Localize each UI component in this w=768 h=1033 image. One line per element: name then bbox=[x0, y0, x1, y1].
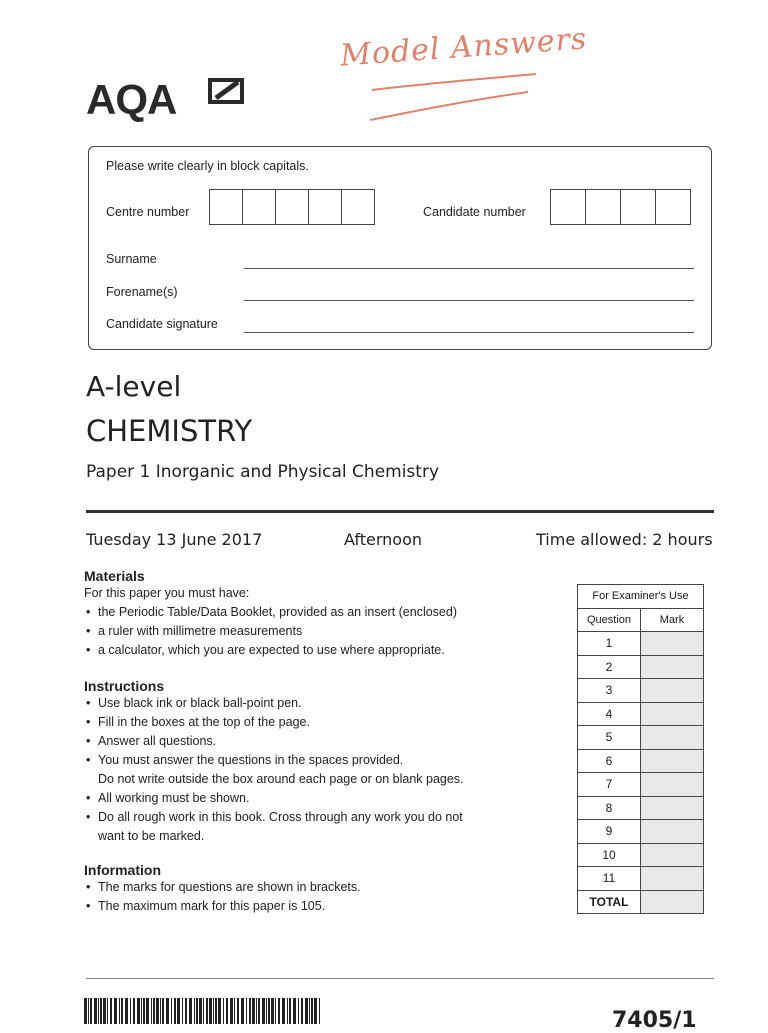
barcode-bar bbox=[171, 998, 172, 1024]
digit-box[interactable] bbox=[585, 189, 621, 225]
digit-box[interactable] bbox=[242, 189, 276, 225]
handwritten-note: Model Answers bbox=[339, 21, 589, 74]
paper-code: 7405/1 bbox=[612, 1008, 697, 1033]
barcode-bar bbox=[110, 998, 112, 1024]
mark-cell[interactable] bbox=[641, 773, 704, 797]
level-title: A-level bbox=[86, 370, 182, 403]
barcode-bar bbox=[289, 998, 291, 1024]
centre-number-label: Centre number bbox=[106, 205, 190, 219]
digit-box[interactable] bbox=[209, 189, 243, 225]
barcode-bar bbox=[287, 998, 288, 1024]
question-column-header: Question bbox=[578, 608, 641, 632]
time-allowed: Time allowed: 2 hours bbox=[536, 530, 713, 549]
centre-number-boxes[interactable] bbox=[209, 189, 374, 225]
instructions-section bbox=[84, 678, 564, 846]
barcode-bar bbox=[121, 998, 123, 1024]
aqa-logo-mark bbox=[206, 76, 246, 106]
barcode-bar bbox=[226, 998, 228, 1024]
digit-box[interactable] bbox=[308, 189, 342, 225]
barcode-bar bbox=[137, 998, 140, 1024]
subject-title: CHEMISTRY bbox=[86, 414, 253, 448]
barcode-bar bbox=[258, 998, 260, 1024]
total-label: TOTAL bbox=[578, 890, 641, 914]
barcode-bar bbox=[156, 998, 159, 1024]
table-row bbox=[578, 679, 704, 703]
materials-intro: For this paper you must have: bbox=[84, 586, 250, 600]
barcode-bar bbox=[301, 998, 303, 1024]
barcode-bar bbox=[271, 998, 274, 1024]
mark-cell[interactable] bbox=[641, 867, 704, 891]
mark-cell[interactable] bbox=[641, 843, 704, 867]
barcode-bar bbox=[237, 998, 239, 1024]
barcode-bar bbox=[268, 998, 270, 1024]
question-number: 6 bbox=[578, 749, 641, 773]
barcode-bar bbox=[203, 998, 204, 1024]
materials-heading: Materials bbox=[84, 568, 145, 584]
list-item: • Answer all questions. bbox=[84, 732, 564, 751]
candidate-details-box bbox=[88, 146, 712, 350]
barcode-bar bbox=[234, 998, 235, 1024]
barcode-bar bbox=[241, 998, 244, 1024]
mark-cell[interactable] bbox=[641, 796, 704, 820]
barcode-bar bbox=[215, 998, 217, 1024]
barcode-bar bbox=[100, 998, 102, 1024]
surname-field[interactable] bbox=[244, 268, 694, 269]
barcode-bar bbox=[262, 998, 265, 1024]
examiner-table-title: For Examiner's Use bbox=[578, 585, 704, 609]
barcode-bar bbox=[94, 998, 97, 1024]
question-number: 7 bbox=[578, 773, 641, 797]
mark-cell[interactable] bbox=[641, 632, 704, 656]
barcode-bar bbox=[119, 998, 120, 1024]
materials-section bbox=[84, 568, 564, 660]
list-item: • Use black ink or black ball-point pen. bbox=[84, 694, 564, 713]
barcode-bar bbox=[230, 998, 233, 1024]
table-row bbox=[578, 820, 704, 844]
forename-field[interactable] bbox=[244, 300, 694, 301]
barcode-bar bbox=[319, 998, 320, 1024]
barcode-bar bbox=[206, 998, 208, 1024]
barcode-bar bbox=[305, 998, 308, 1024]
barcode-bar bbox=[114, 998, 117, 1024]
barcode-bar bbox=[278, 998, 280, 1024]
barcode-bar bbox=[130, 998, 131, 1024]
barcode-bar bbox=[141, 998, 142, 1024]
block-capitals-instruction: Please write clearly in block capitals. bbox=[106, 159, 309, 173]
barcode-bar bbox=[213, 998, 214, 1024]
list-item: • All working must be shown. bbox=[84, 789, 564, 808]
exam-session: Afternoon bbox=[344, 530, 422, 549]
table-row bbox=[578, 843, 704, 867]
question-number: 10 bbox=[578, 843, 641, 867]
barcode-bar bbox=[293, 998, 296, 1024]
instructions-heading: Instructions bbox=[84, 678, 165, 694]
table-row bbox=[578, 796, 704, 820]
barcode-bar bbox=[162, 998, 164, 1024]
list-item-continuation: Do not write outside the box around each page or on blank pages. bbox=[98, 772, 464, 786]
question-number: 9 bbox=[578, 820, 641, 844]
barcode-bar bbox=[309, 998, 310, 1024]
barcode-bar bbox=[252, 998, 255, 1024]
barcode-bar bbox=[174, 998, 176, 1024]
paper-title: Paper 1 Inorganic and Physical Chemistry bbox=[86, 462, 440, 482]
barcode-bar bbox=[311, 998, 313, 1024]
list-item-continuation: want to be marked. bbox=[98, 829, 205, 843]
barcode bbox=[84, 998, 320, 1024]
table-row bbox=[578, 702, 704, 726]
barcode-bar bbox=[282, 998, 285, 1024]
barcode-bar bbox=[223, 998, 224, 1024]
barcode-bar bbox=[90, 998, 92, 1024]
handwritten-underline bbox=[360, 70, 550, 130]
barcode-bar bbox=[182, 998, 183, 1024]
barcode-bar bbox=[151, 998, 152, 1024]
barcode-bar bbox=[133, 998, 135, 1024]
candidate-number-label: Candidate number bbox=[423, 205, 526, 219]
barcode-bar bbox=[196, 998, 198, 1024]
total-mark-cell[interactable] bbox=[641, 890, 704, 914]
mark-cell[interactable] bbox=[641, 820, 704, 844]
question-number: 5 bbox=[578, 726, 641, 750]
barcode-bar bbox=[166, 998, 169, 1024]
mark-cell[interactable] bbox=[641, 702, 704, 726]
question-number: 1 bbox=[578, 632, 641, 656]
barcode-bar bbox=[84, 998, 87, 1024]
question-number: 3 bbox=[578, 679, 641, 703]
barcode-bar bbox=[189, 998, 192, 1024]
information-heading: Information bbox=[84, 862, 161, 878]
signature-label: Candidate signature bbox=[106, 317, 218, 331]
barcode-bar bbox=[160, 998, 161, 1024]
information-section bbox=[84, 862, 564, 916]
barcode-bar bbox=[125, 998, 128, 1024]
barcode-bar bbox=[199, 998, 202, 1024]
barcode-bar bbox=[194, 998, 195, 1024]
list-item: • Fill in the boxes at the top of the page. bbox=[84, 713, 564, 732]
mark-cell[interactable] bbox=[641, 655, 704, 679]
list-item: • You must answer the questions in the spaces provided. bbox=[84, 751, 564, 770]
forename-label: Forename(s) bbox=[106, 285, 178, 299]
question-number: 4 bbox=[578, 702, 641, 726]
digit-box[interactable] bbox=[620, 189, 656, 225]
barcode-bar bbox=[153, 998, 155, 1024]
mark-cell[interactable] bbox=[641, 679, 704, 703]
barcode-bar bbox=[107, 998, 108, 1024]
table-row bbox=[578, 749, 704, 773]
barcode-bar bbox=[209, 998, 212, 1024]
digit-box[interactable] bbox=[655, 189, 691, 225]
exam-date: Tuesday 13 June 2017 bbox=[86, 530, 263, 549]
table-row bbox=[578, 867, 704, 891]
title-divider bbox=[86, 510, 714, 513]
barcode-bar bbox=[314, 998, 317, 1024]
barcode-bar bbox=[298, 998, 299, 1024]
barcode-bar bbox=[98, 998, 99, 1024]
barcode-bar bbox=[177, 998, 180, 1024]
question-rows bbox=[578, 632, 704, 891]
signature-field[interactable] bbox=[244, 332, 694, 333]
barcode-bar bbox=[275, 998, 276, 1024]
list-item: • Do all rough work in this book. Cross through any work you do not bbox=[84, 808, 564, 827]
list-item: • the Periodic Table/Data Booklet, provided as an insert (enclosed) bbox=[84, 603, 564, 622]
list-item: • a calculator, which you are expected to use where appropriate. bbox=[84, 641, 564, 660]
examiner-use-table bbox=[577, 584, 704, 914]
list-item: • a ruler with millimetre measurements bbox=[84, 622, 564, 641]
barcode-bar bbox=[218, 998, 221, 1024]
barcode-bar bbox=[256, 998, 257, 1024]
barcode-bar bbox=[249, 998, 251, 1024]
table-row bbox=[578, 632, 704, 656]
digit-box[interactable] bbox=[550, 189, 586, 225]
question-number: 11 bbox=[578, 867, 641, 891]
list-item: • The maximum mark for this paper is 105. bbox=[84, 897, 564, 916]
table-row bbox=[578, 655, 704, 679]
barcode-bar bbox=[143, 998, 145, 1024]
surname-label: Surname bbox=[106, 252, 157, 266]
digit-box[interactable] bbox=[341, 189, 375, 225]
barcode-bar bbox=[103, 998, 106, 1024]
barcode-bar bbox=[146, 998, 149, 1024]
mark-cell[interactable] bbox=[641, 749, 704, 773]
candidate-number-boxes[interactable] bbox=[550, 189, 690, 225]
barcode-bar bbox=[266, 998, 267, 1024]
footer-divider bbox=[86, 978, 714, 979]
table-row bbox=[578, 726, 704, 750]
question-number: 2 bbox=[578, 655, 641, 679]
barcode-bar bbox=[246, 998, 247, 1024]
barcode-bar bbox=[185, 998, 187, 1024]
mark-cell[interactable] bbox=[641, 726, 704, 750]
aqa-logo-text: AQA bbox=[86, 76, 177, 123]
digit-box[interactable] bbox=[275, 189, 309, 225]
mark-column-header: Mark bbox=[641, 608, 704, 632]
barcode-bar bbox=[88, 998, 89, 1024]
question-number: 8 bbox=[578, 796, 641, 820]
aqa-logo bbox=[86, 76, 176, 124]
list-item: • The marks for questions are shown in brackets. bbox=[84, 878, 564, 897]
table-row bbox=[578, 773, 704, 797]
